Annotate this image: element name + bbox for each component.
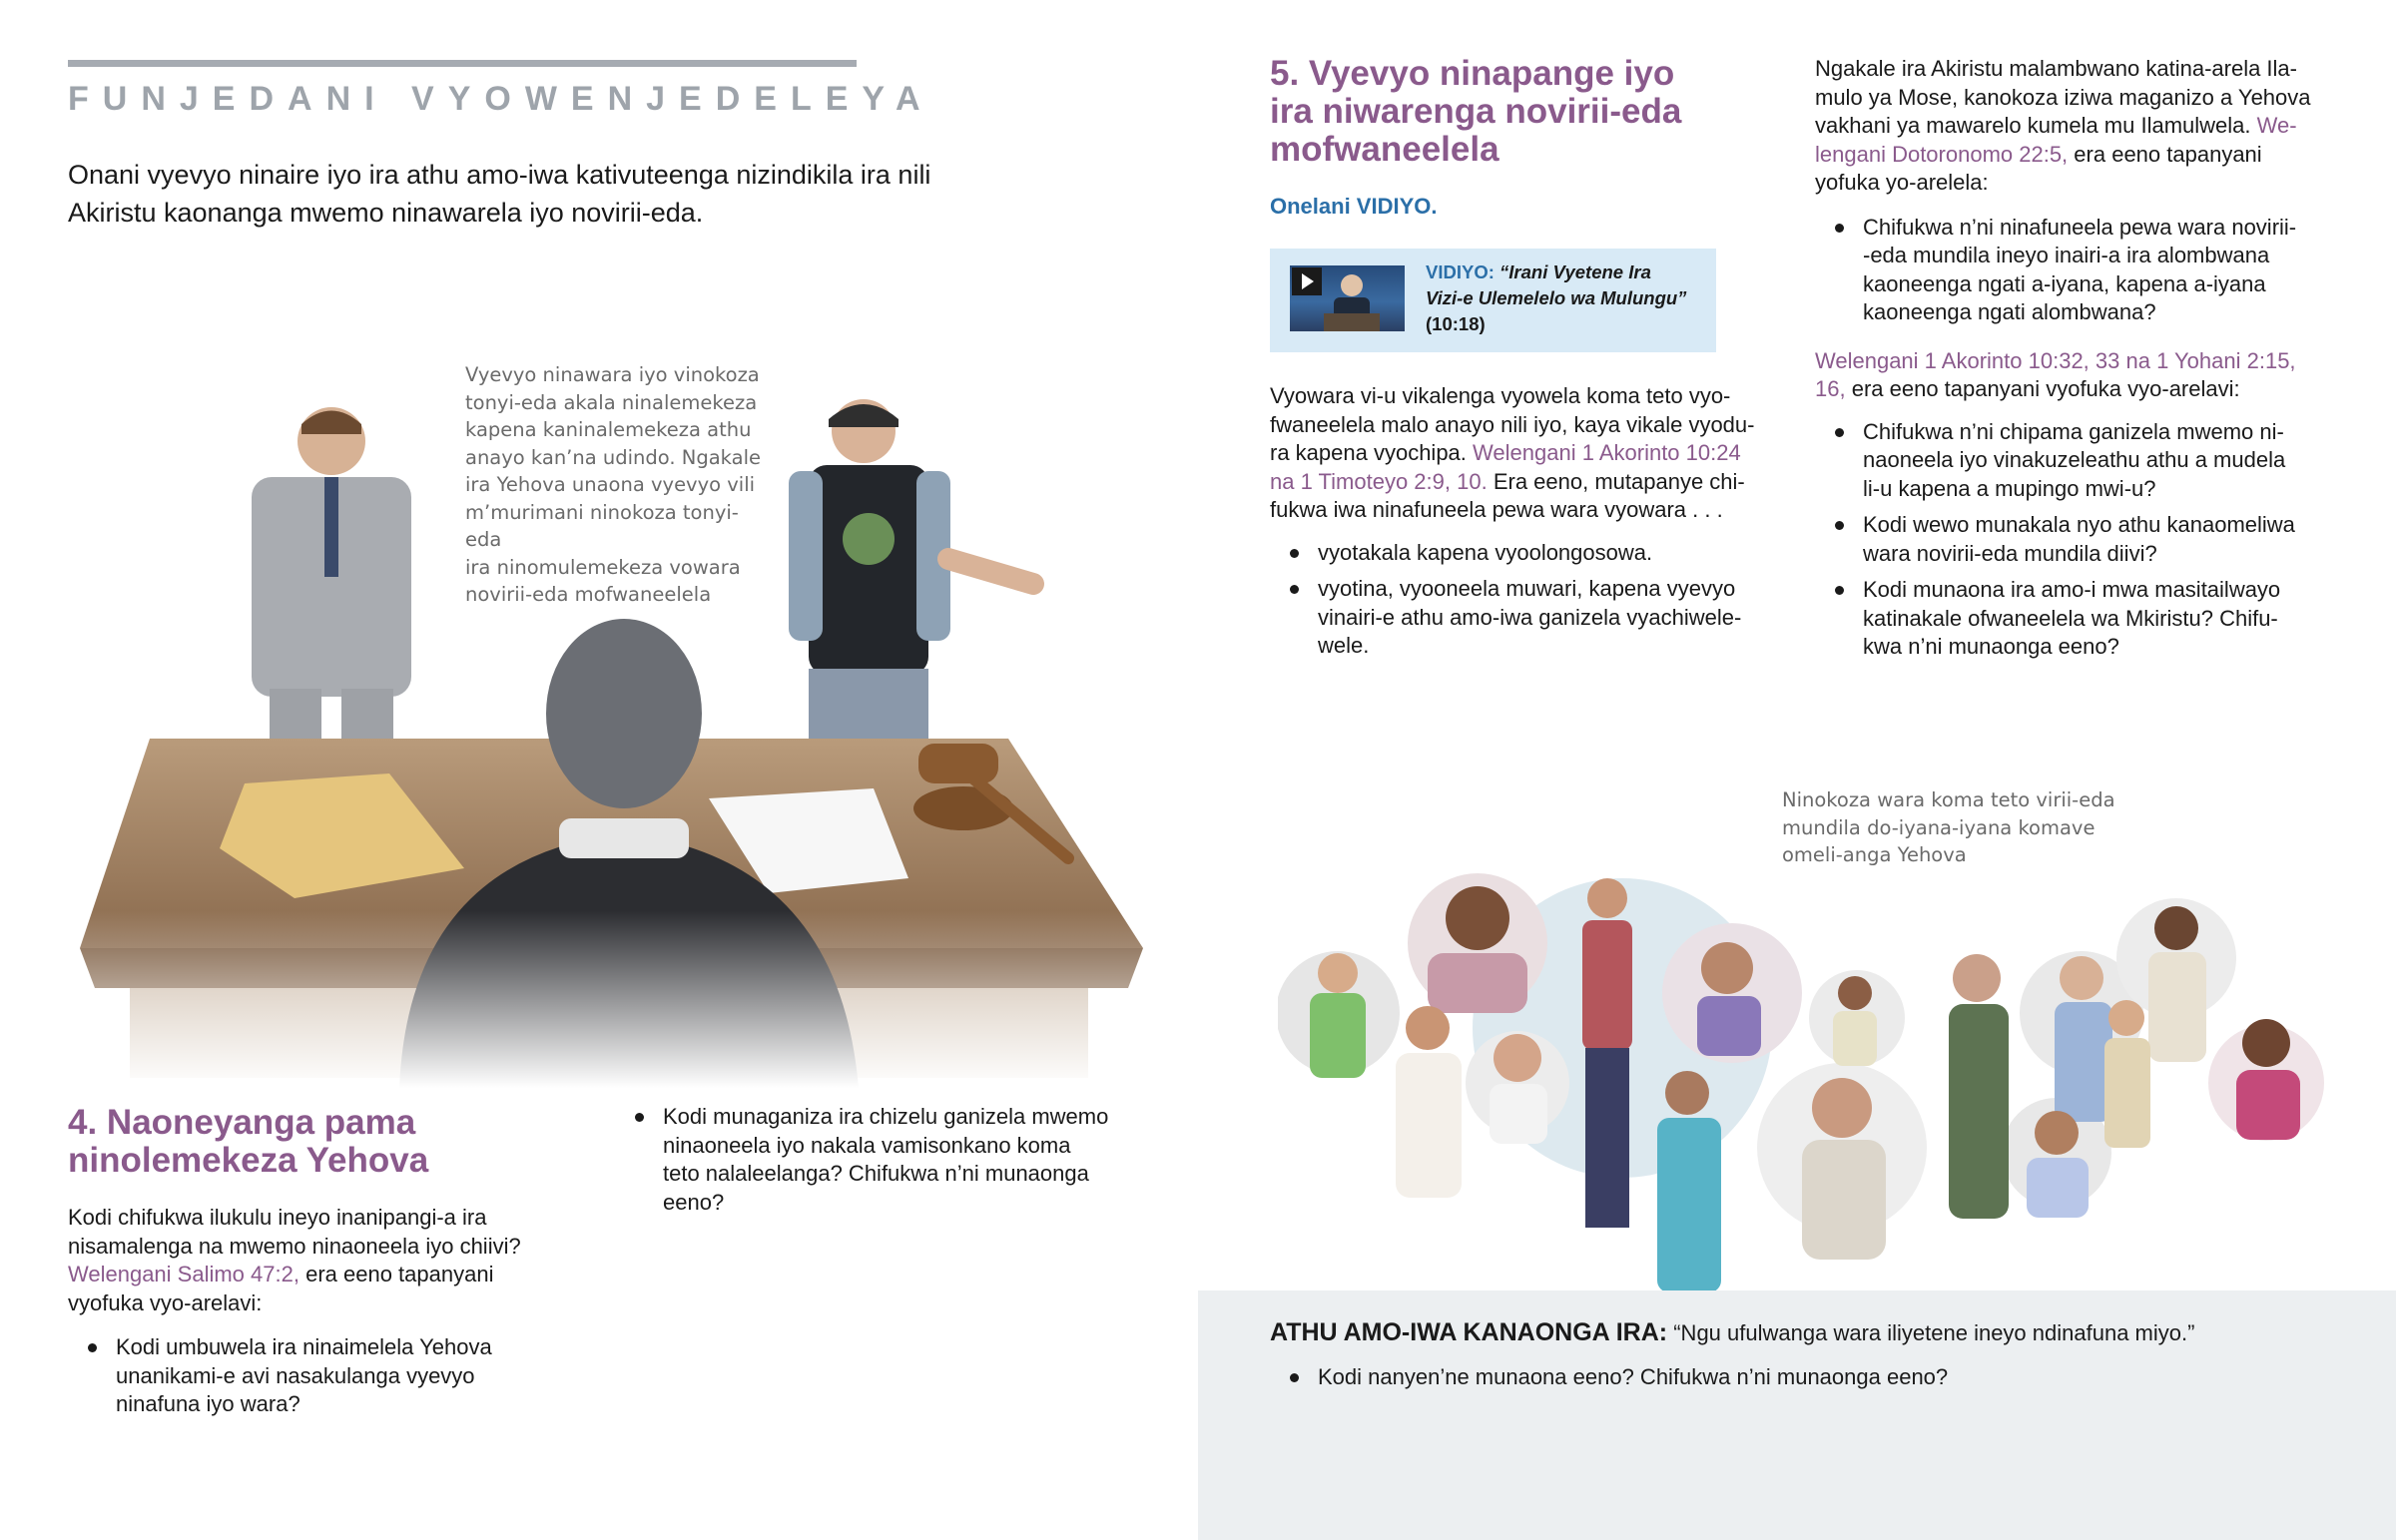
scripture-ref-dotoronomo[interactable]: We- <box>2256 113 2297 138</box>
column-3-body: Ngakale ira Akiristu malambwano katina-arela Ila- mulo ya Mose, kanokoza iziwa maganizo a Yehova vakhani ya mawarelo kumela mu Ilamulwela. We- lengani Dotoronomo 22:5, era eeno tapanyani yofuka yo-arelela: Chifukwa n’ni ninafuneela pewa wara novirii- -eda mundila ineyo inairi-a ira alombwana kaoneenga ngati a-iyana, kapena a-iyana kaoneenga ngati alombwana? Welengani 1 Akorinto 10:32, 33 na 1 Yohani 2:15, 16, era eeno tapanyani vyofuka vyo-arelavi: Chifukwa n’ni chipama ganizela mwemo ni- naoneela iyo vinakuzeleathu athu a mudela li-u kapena a mupingo mwi-u? Kodi wewo munakala nyo athu kanaomeliwa wara novirii-eda mundila diivi? Kodi munaona ira amo-i mwa masitailwayo katinakale ofwaneelela wa Mkiristu? Chifu- kwa n’ni munaonga eeno? <box>1815 55 2354 670</box>
section-5-heading: 5. Vyevyo ninapange iyo ira niwarenga novirii-eda mofwaneelela <box>1270 54 1682 169</box>
section-4-body-col2 <box>615 1103 1174 1225</box>
list-item: Kodi wewo munakala nyo athu kanaomeliwa wara novirii-eda mundila diivi? <box>1815 511 2354 568</box>
watch-video-link[interactable]: Onelani VIDIYO. <box>1270 194 1438 219</box>
section-4-questions <box>68 1333 627 1419</box>
video-card[interactable] <box>1270 249 1716 352</box>
play-icon[interactable] <box>1292 267 1322 295</box>
list-item: Chifukwa n’ni chipama ganizela mwemo ni- naoneela iyo vinakuzeleathu athu a mudela li-u kapena a mupingo mwi-u? <box>1815 418 2354 504</box>
objection-quote: “Ngu ufulwanga wara iliyetene ineyo ndinafuna miyo.” <box>1673 1320 2195 1345</box>
section-4-heading: 4. Naoneyanga pama ninolemekeza Yehova <box>68 1103 429 1180</box>
section-5-questions <box>1270 539 1789 661</box>
objection-text <box>1270 1317 2368 1348</box>
scripture-ref-dotoronomo-cont[interactable]: lengani Dotoronomo 22:5, <box>1815 141 2069 167</box>
group-caption: Ninokoza wara koma teto virii-eda mundila do-iyana-iyana komave omeli-anga Yehova <box>1782 788 2115 866</box>
scripture-ref-timoteyo[interactable]: na 1 Timoteyo 2:9, 10. <box>1270 468 1488 494</box>
objection-question <box>1270 1363 2368 1400</box>
list-item: Kodi munaganiza ira chizelu ganizela mwemo ninaoneela iyo nakala vamisonkano koma teto nalaleelanga? Chifukwa n’ni munaonga eeno? <box>615 1103 1174 1217</box>
scripture-ref-akorinto[interactable]: Welengani 1 Akorinto 10:24 <box>1473 440 1741 465</box>
list-item: vyotina, vyooneela muwari, kapena vyevyo vinairi-e athu amo-iwa ganizela vyachiwele- wele. <box>1270 575 1789 661</box>
list-item: Kodi umbuwela ira ninaimelela Yehova unanikami-e avi nasakulanga vyevyo ninafuna iyo wara? <box>68 1333 627 1419</box>
scripture-ref-salimo[interactable]: Welengani Salimo 47:2, <box>68 1262 300 1286</box>
section-4-body: Kodi chifukwa ilukulu ineyo inanipangi-a ira nisamalenga na mwemo ninaoneela iyo chiivi? Welengani Salimo 47:2, era eeno tapanyani vyofuka vyo-arelavi: Kodi umbuwela ira ninaimelela Yehova unanikami-e avi nasakulanga vyevyo ninafuna iyo wara? <box>68 1204 627 1427</box>
list-item: vyotakala kapena vyoolongosowa. <box>1270 539 1789 568</box>
header-rule <box>68 60 857 67</box>
scripture-ref-akorinto-yohani[interactable]: Welengani 1 Akorinto 10:32, 33 na 1 Yohani 2:15, <box>1815 347 2296 373</box>
kicker-title: FUNJEDANI VYOWENJEDELEYA <box>68 80 934 118</box>
list-item: Chifukwa n’ni ninafuneela pewa wara novirii- -eda mundila ineyo inairi-a ira alombwana kaoneenga ngati a-iyana, kapena a-iyana kaoneenga ngati alombwana? <box>1815 214 2354 327</box>
list-item: Kodi nanyen’ne munaona eeno? Chifukwa n’ni munaonga eeno? <box>1270 1363 2368 1392</box>
scripture-ref-yohani-cont[interactable]: 16, <box>1815 376 1846 401</box>
video-title[interactable]: VIDIYO: “Irani Vyetene Ira Vizi-e Ulemelelo wa Mulungu” (10:18) <box>1426 261 1687 334</box>
court-caption: Vyevyo ninawara iyo vinokoza tonyi-eda akala ninalemekeza kapena kaninalemekeza athu anayo kan’na udindo. Ngakale ira Yehova unaona vyevyo vili m’murimani ninokoza tonyi-eda ira ninomulemekeza vowara novirii-eda mofwaneelela <box>465 363 761 606</box>
video-thumbnail[interactable] <box>1290 265 1405 331</box>
section-5-body: Vyowara vi-u vikalenga vyowela koma teto vyo- fwaneelela malo anayo nili iyo, kaya vikale vyodu- ra kapena vyochipa. Welengani 1 Akorinto 10:24 na 1 Timoteyo 2:9, 10. Era eeno, mutapanye chi- fukwa iwa ninafuneela pewa wara vyowara . . . vyotakala kapena vyoolongosowa. vyotina, vyooneela muwari, kapena vyevyo vinairi-e athu amo-iwa ganizela vyachiwele- wele. <box>1270 382 1789 669</box>
list-item: Kodi munaona ira amo-i mwa masitailwayo katinakale ofwaneelela wa Mkiristu? Chifu- kwa n’ni munaonga eeno? <box>1815 576 2354 662</box>
intro-text: Onani vyevyo ninaire iyo ira athu amo-iwa kativuteenga nizindikila ira nili Akiristu kaonanga mwemo ninawarela iyo novirii-eda. <box>68 160 931 228</box>
people-group-illustration <box>1278 868 2326 1292</box>
objection-label: ATHU AMO-IWA KANAONGA IRA: <box>1270 1318 1668 1346</box>
